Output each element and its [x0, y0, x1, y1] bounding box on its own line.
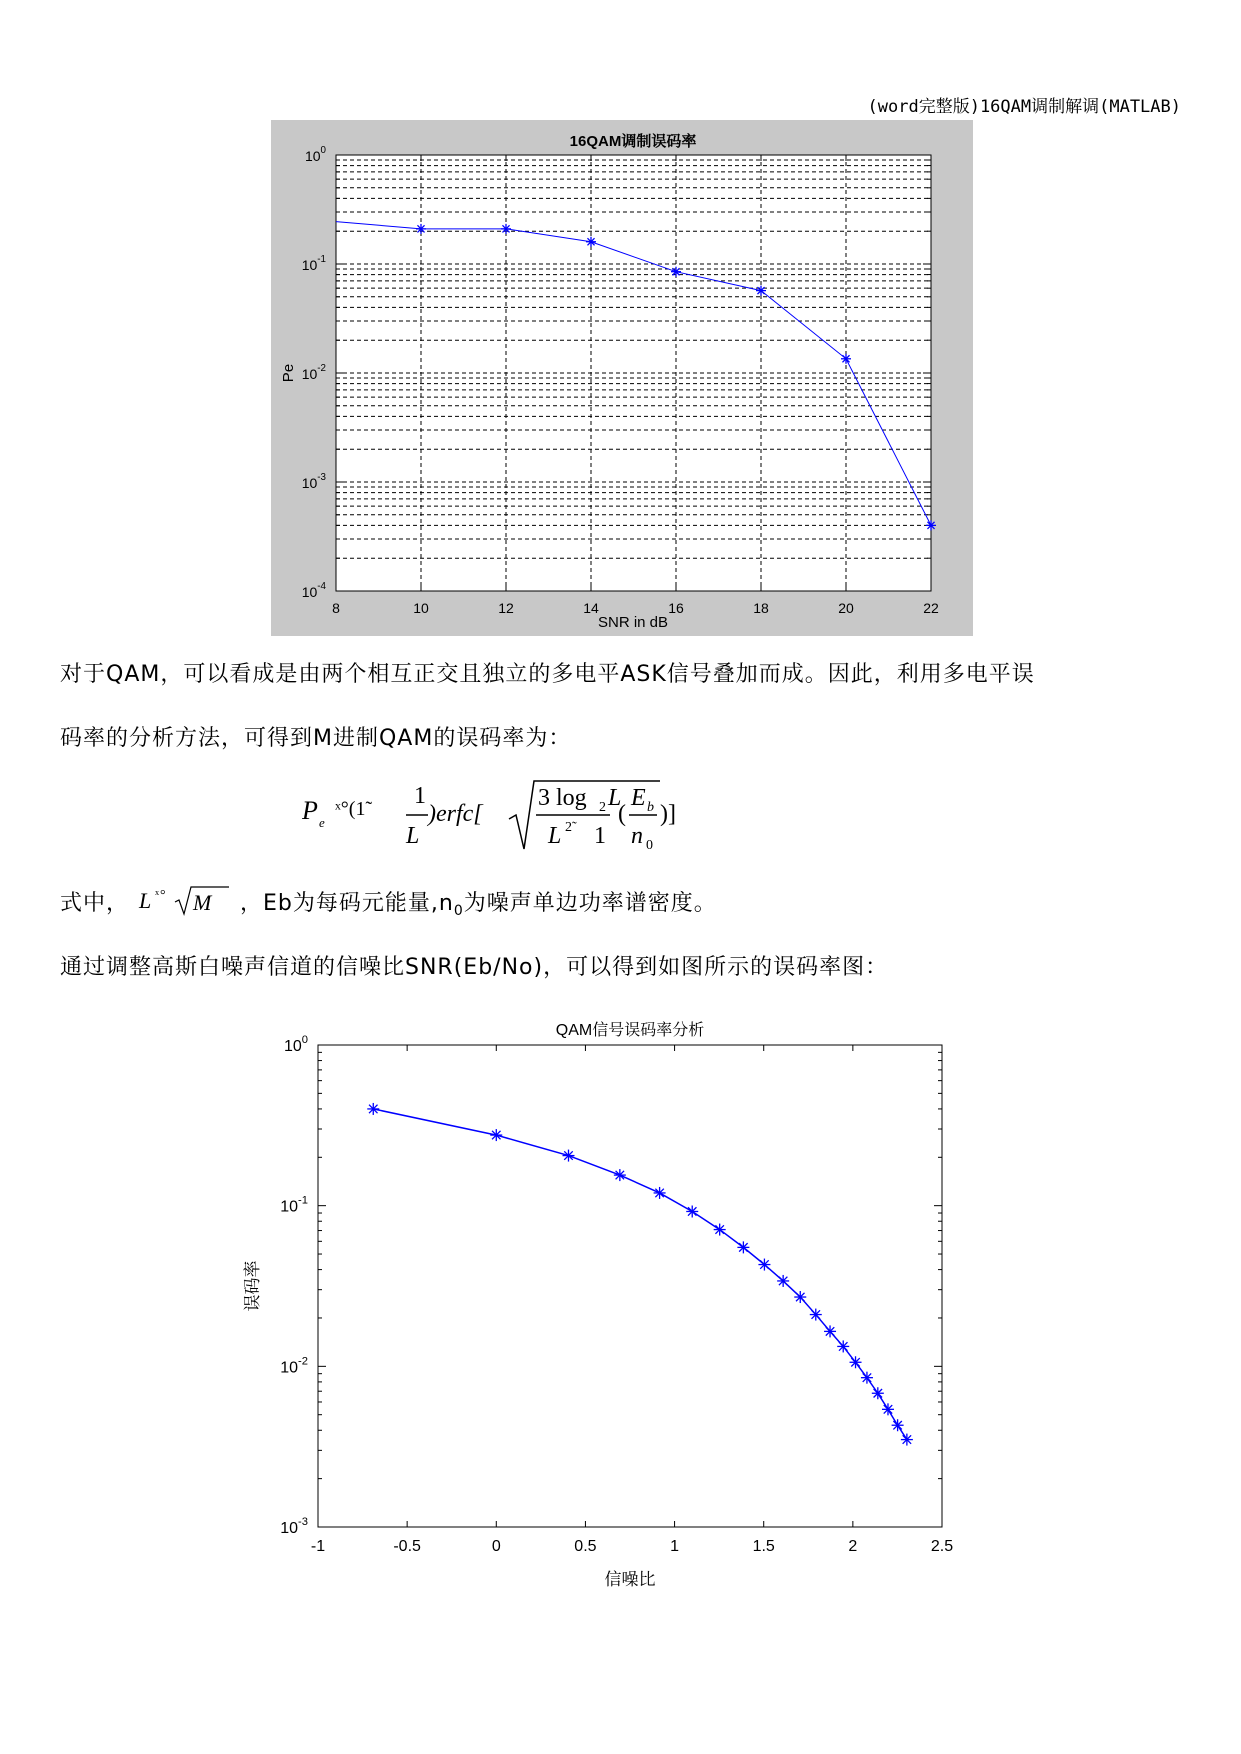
formula-erfc: )erfc[ [428, 801, 483, 827]
x-tick-label: 0 [491, 1538, 501, 1555]
formula-numL: L [608, 785, 622, 811]
x-tick-label: -0.5 [393, 1538, 421, 1555]
p3-end: 为噪声单边功率谱密度。 [463, 891, 717, 916]
x-tick-label: 14 [583, 600, 599, 616]
formula-den3: 1 [594, 823, 606, 849]
data-point-marker [810, 1309, 822, 1321]
chart-title: QAM信号误码率分析 [555, 1022, 705, 1039]
data-point-marker [901, 1434, 913, 1446]
data-point-marker [501, 224, 511, 234]
ber-formula [302, 775, 742, 855]
ldef-garble: ˣ° [155, 888, 167, 903]
data-point-marker [614, 1169, 626, 1181]
y-tick-label: $10^{-3}$ [301, 472, 326, 491]
page-header: (word完整版)16QAM调制解调(MATLAB) [867, 97, 1181, 117]
data-point-marker [926, 520, 936, 530]
ldef-M: M [193, 890, 213, 915]
formula-num: 3 log [538, 785, 587, 811]
data-point-marker [367, 1103, 379, 1115]
formula-close: )] [660, 801, 676, 827]
y-tick-exponent: -2 [317, 363, 326, 374]
x-tick-label: 1.5 [752, 1538, 775, 1555]
chart-title: 16QAM调制误码率 [569, 133, 697, 150]
y-tick-label: $10^0$ [304, 145, 326, 164]
paragraph-3 [60, 884, 717, 918]
data-point-marker [737, 1241, 749, 1253]
chart-qam-ber-analysis [240, 1005, 980, 1615]
formula-e: e [319, 815, 325, 830]
L-def-formula [137, 884, 232, 918]
paragraph-1: 对于QAM，可以看成是由两个相互正交且独立的多电平ASK信号叠加而成。因此，利用多电平误 [60, 662, 1035, 687]
y-axis-label: Pe [280, 363, 297, 383]
formula-one: 1 [414, 783, 426, 809]
data-point-marker [837, 1340, 849, 1352]
y-tick-exponent: -2 [298, 1355, 308, 1368]
data-point-marker [892, 1419, 904, 1431]
y-tick-label: $10^{-2}$ [301, 363, 326, 382]
y-tick-label: $10^{-2}$ [280, 1355, 308, 1377]
y-tick-label: $10^{-4}$ [301, 581, 326, 600]
y-axis-label: 误码率 [243, 1260, 262, 1312]
x-axis-label: 信噪比 [604, 1570, 656, 1589]
data-point-marker [841, 354, 851, 364]
y-tick-exponent: 0 [301, 1034, 308, 1046]
paragraph-4: 通过调整高斯白噪声信道的信噪比SNR(Eb/No)，可以得到如图所示的误码率图： [60, 955, 889, 980]
paragraph-2: 码率的分析方法，可得到M进制QAM的误码率为： [60, 726, 572, 751]
data-point-marker [872, 1387, 884, 1399]
data-point-marker [654, 1187, 666, 1199]
p3-mid: ，Eb为每码元能量,n [240, 891, 454, 916]
x-tick-label: 12 [498, 600, 514, 616]
data-point-marker [686, 1205, 698, 1217]
ldef-L: L [139, 888, 153, 913]
x-tick-label: 2 [848, 1538, 858, 1555]
data-point-marker [416, 224, 426, 234]
y-tick-label: $10^{-3}$ [280, 1516, 308, 1537]
y-tick-exponent: -3 [298, 1516, 308, 1528]
x-tick-label: 0.5 [574, 1538, 597, 1555]
formula-garble: ˣ°(1̃ [335, 798, 366, 820]
y-tick-exponent: -1 [298, 1194, 308, 1207]
data-point-marker [490, 1129, 502, 1141]
x-tick-label: 16 [668, 600, 684, 616]
x-tick-label: 18 [753, 600, 769, 616]
data-point-marker [586, 237, 596, 247]
x-tick-label: 1 [670, 1538, 680, 1555]
y-tick-exponent: -3 [317, 472, 326, 483]
y-tick-label: $10^{-1}$ [301, 254, 326, 273]
x-tick-label: 8 [332, 600, 340, 616]
formula-L: L [406, 823, 420, 849]
formula-b: b [647, 800, 654, 815]
y-tick-label: $10^{-1}$ [280, 1194, 308, 1216]
data-point-marker [714, 1224, 726, 1236]
data-point-marker [824, 1325, 836, 1337]
x-tick-label: -1 [310, 1538, 326, 1555]
x-tick-label: 10 [413, 600, 429, 616]
p3-prefix: 式中， [60, 891, 130, 916]
data-point-marker [562, 1150, 574, 1162]
data-point-marker [882, 1403, 894, 1415]
y-tick-label: $10^0$ [283, 1034, 308, 1055]
data-point-marker [671, 267, 681, 277]
formula-P: P [302, 796, 318, 825]
formula-den2: 2̃ [565, 820, 572, 835]
x-tick-label: 22 [923, 600, 939, 616]
y-tick-exponent: 0 [320, 145, 326, 156]
formula-zero: 0 [646, 838, 653, 853]
formula-n0: n [631, 823, 643, 849]
y-tick-exponent: -4 [317, 581, 326, 592]
formula-Eb: E [631, 785, 646, 811]
chart-16qam-ber [271, 120, 973, 636]
x-tick-label: 20 [838, 600, 854, 616]
data-point-marker [756, 286, 766, 296]
data-point-marker [777, 1275, 789, 1287]
data-point-marker [794, 1291, 806, 1303]
formula-den: L [548, 823, 562, 849]
x-tick-label: 2.5 [930, 1538, 954, 1555]
y-tick-exponent: -1 [317, 254, 326, 265]
svg-text:(: ( [618, 801, 626, 827]
x-axis-label: SNR in dB [597, 614, 669, 631]
data-point-marker [758, 1259, 770, 1271]
formula-two: 2 [599, 800, 606, 815]
data-point-marker [861, 1372, 873, 1384]
data-point-marker [850, 1356, 862, 1368]
p3-sub: 0 [453, 903, 464, 919]
